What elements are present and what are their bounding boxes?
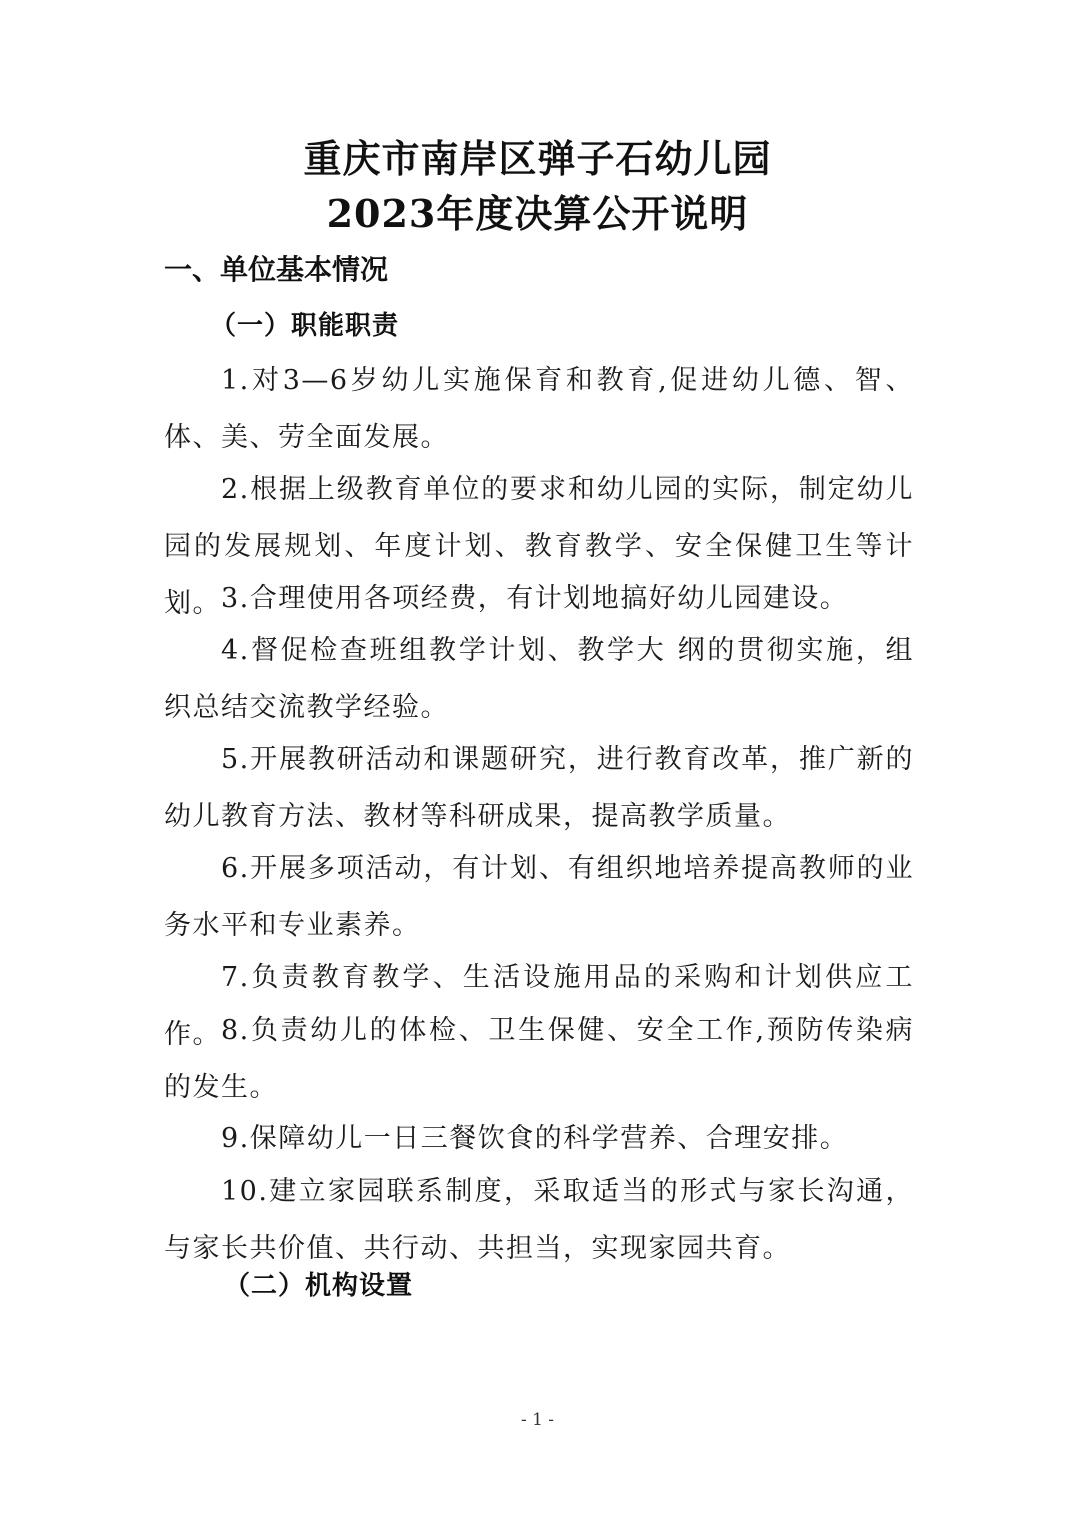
duty-item-4: 4.督促检查班组教学计划、教学大 纲的贯彻实施，组织总结交流教学经验。 [164,635,914,723]
subsection-heading-organization: （二）机构设置 [224,1271,414,1301]
duty-item-10: 10.建立家园联系制度，采取适当的形式与家长沟通，与家长共价值、共行动、共担当，实现家园共育。 [164,1176,914,1264]
duty-item-2: 2.根据上级教育单位的要求和幼儿园的实际，制定幼儿园的发展规划、年度计划、教育教学、安全保健卫生等计划。 [164,474,914,619]
page-number: - 1 - [520,1410,555,1430]
duty-item-9: 9.保障幼儿一日三餐饮食的科学营养、合理安排。 [221,1123,849,1154]
subsection-heading-functions: （一）职能职责 [210,311,400,341]
duty-item-6: 6.开展多项活动，有计划、有组织地培养提高教师的业务水平和专业素养。 [164,853,914,941]
document-title-line-1: 重庆市南岸区弹子石幼儿园 [303,136,772,181]
section-heading-basic-info: 一、单位基本情况 [164,253,389,286]
duty-item-3: 3.合理使用各项经费，有计划地搞好幼儿园建设。 [221,583,849,614]
duty-item-5: 5.开展教研活动和课题研究，进行教育改革，推广新的幼儿教育方法、教材等科研成果，提高教学质量。 [164,744,914,832]
duty-item-8: 8.负责幼儿的体检、卫生保健、安全工作,预防传染病的发生。 [164,1015,914,1103]
duty-item-1: 1.对3—6岁幼儿实施保育和教育,促进幼儿德、智、体、美、劳全面发展。 [164,365,914,453]
duty-item-7: 7.负责教育教学、生活设施用品的采购和计划供应工作。 [164,962,914,1050]
document-title-line-2: 2023年度决算公开说明 [326,191,749,236]
